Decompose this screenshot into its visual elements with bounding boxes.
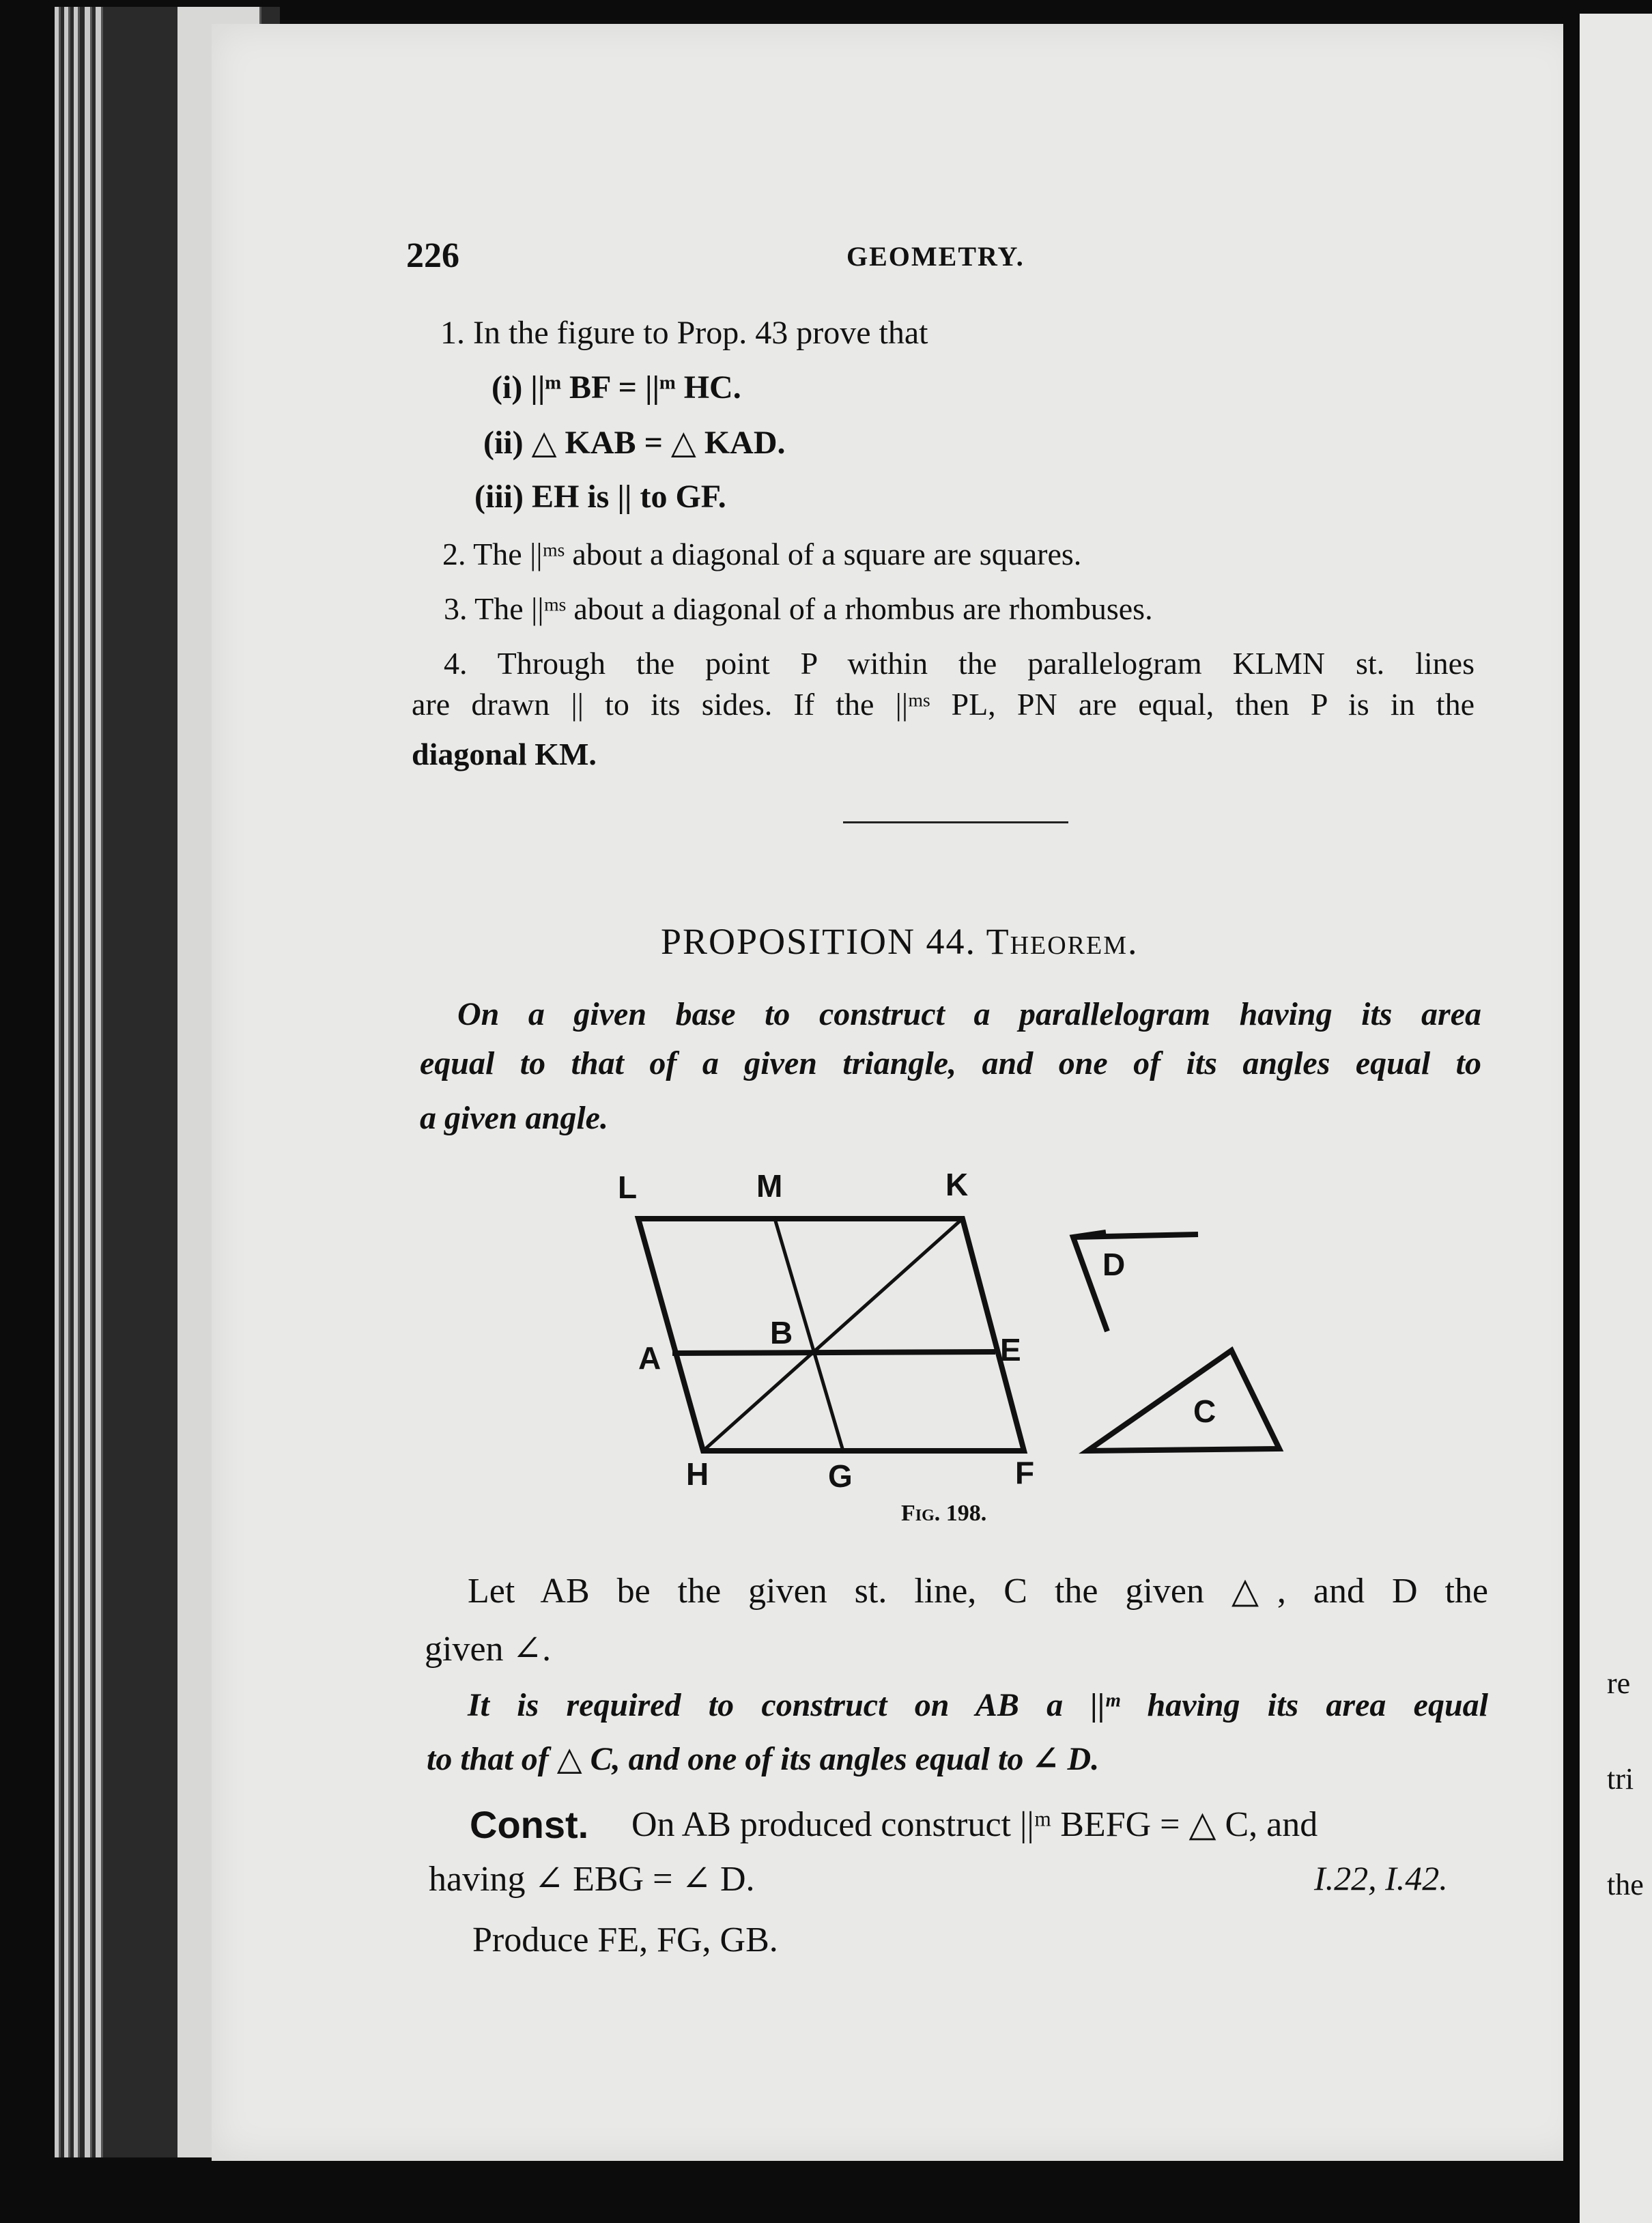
label-b: B [770, 1315, 793, 1350]
const-line-1: On AB produced construct ||ᵐ BEFG = △ C, and [631, 1805, 1318, 1844]
label-l: L [618, 1170, 638, 1205]
label-k: K [945, 1167, 969, 1202]
adjacent-fragment: the [1607, 1868, 1644, 1901]
exercise-1: 1. In the figure to Prop. 43 prove that [440, 315, 928, 351]
label-h: H [686, 1456, 709, 1492]
exercise-3: 3. The ||ᵐˢ about a diagonal of a rhombus are rhombuses. [444, 591, 1153, 626]
page-number: 226 [406, 236, 459, 275]
required-line-2: to that of △ C, and one of its angles equal to ∠ D. [427, 1741, 1100, 1777]
statement-line-2: equal to that of a given triangle, and one of its angles equal to [420, 1045, 1481, 1081]
adjacent-page [1563, 14, 1652, 2223]
figure-drawing [601, 1167, 1324, 1550]
adjacent-fragment: tri [1607, 1762, 1634, 1796]
label-c: C [1193, 1393, 1216, 1429]
label-d: D [1102, 1247, 1126, 1282]
angle-d-arm [1073, 1234, 1198, 1237]
figure-198 [601, 1167, 1324, 1550]
required-line-1: It is required to construct on AB a ||ᵐ having its area equal [468, 1687, 1488, 1723]
section-divider [843, 821, 1068, 823]
figure-caption: Fig. 198. [901, 1501, 987, 1526]
label-e: E [1000, 1332, 1021, 1368]
const-line-2: having ∠ EBG = ∠ D. [429, 1860, 755, 1899]
exercise-4-line-3: diagonal KM. [412, 737, 597, 771]
statement-line-1: On a given base to construct a parallelogram having its area [457, 996, 1481, 1032]
label-f: F [1015, 1455, 1035, 1490]
adjacent-fragment: re [1607, 1667, 1631, 1700]
statement-line-3: a given angle. [420, 1100, 608, 1136]
exercise-2: 2. The ||ᵐˢ about a diagonal of a square are squares. [442, 537, 1082, 571]
exercise-1-ii: (ii) △ KAB = △ KAD. [483, 425, 786, 461]
produce-line: Produce FE, FG, GB. [472, 1921, 778, 1959]
label-a: A [638, 1340, 661, 1376]
exercise-1-i: (i) ||ᵐ BF = ||ᵐ HC. [492, 369, 741, 406]
const-reference: I.22, I.42. [1314, 1859, 1448, 1897]
line-ae [672, 1352, 995, 1353]
let-line-2: given ∠. [425, 1630, 552, 1669]
label-g: G [828, 1458, 853, 1494]
proposition-heading: PROPOSITION 44. Theorem. [661, 921, 1139, 962]
label-m: M [756, 1168, 783, 1204]
exercise-1-iii: (iii) EH is || to GF. [474, 479, 726, 515]
exercise-4-line-2: are drawn || to its sides. If the ||ᵐˢ PL, PN are equal, then P is in the [412, 687, 1475, 722]
let-line-1: Let AB be the given st. line, C the given △, and D the [468, 1572, 1488, 1611]
running-title: GEOMETRY. [846, 241, 1025, 272]
exercise-4-line-1: 4. Through the point P within the parallelogram KLMN st. lines [444, 646, 1475, 681]
triangle-c [1087, 1350, 1279, 1451]
const-label: Const. [470, 1803, 589, 1846]
